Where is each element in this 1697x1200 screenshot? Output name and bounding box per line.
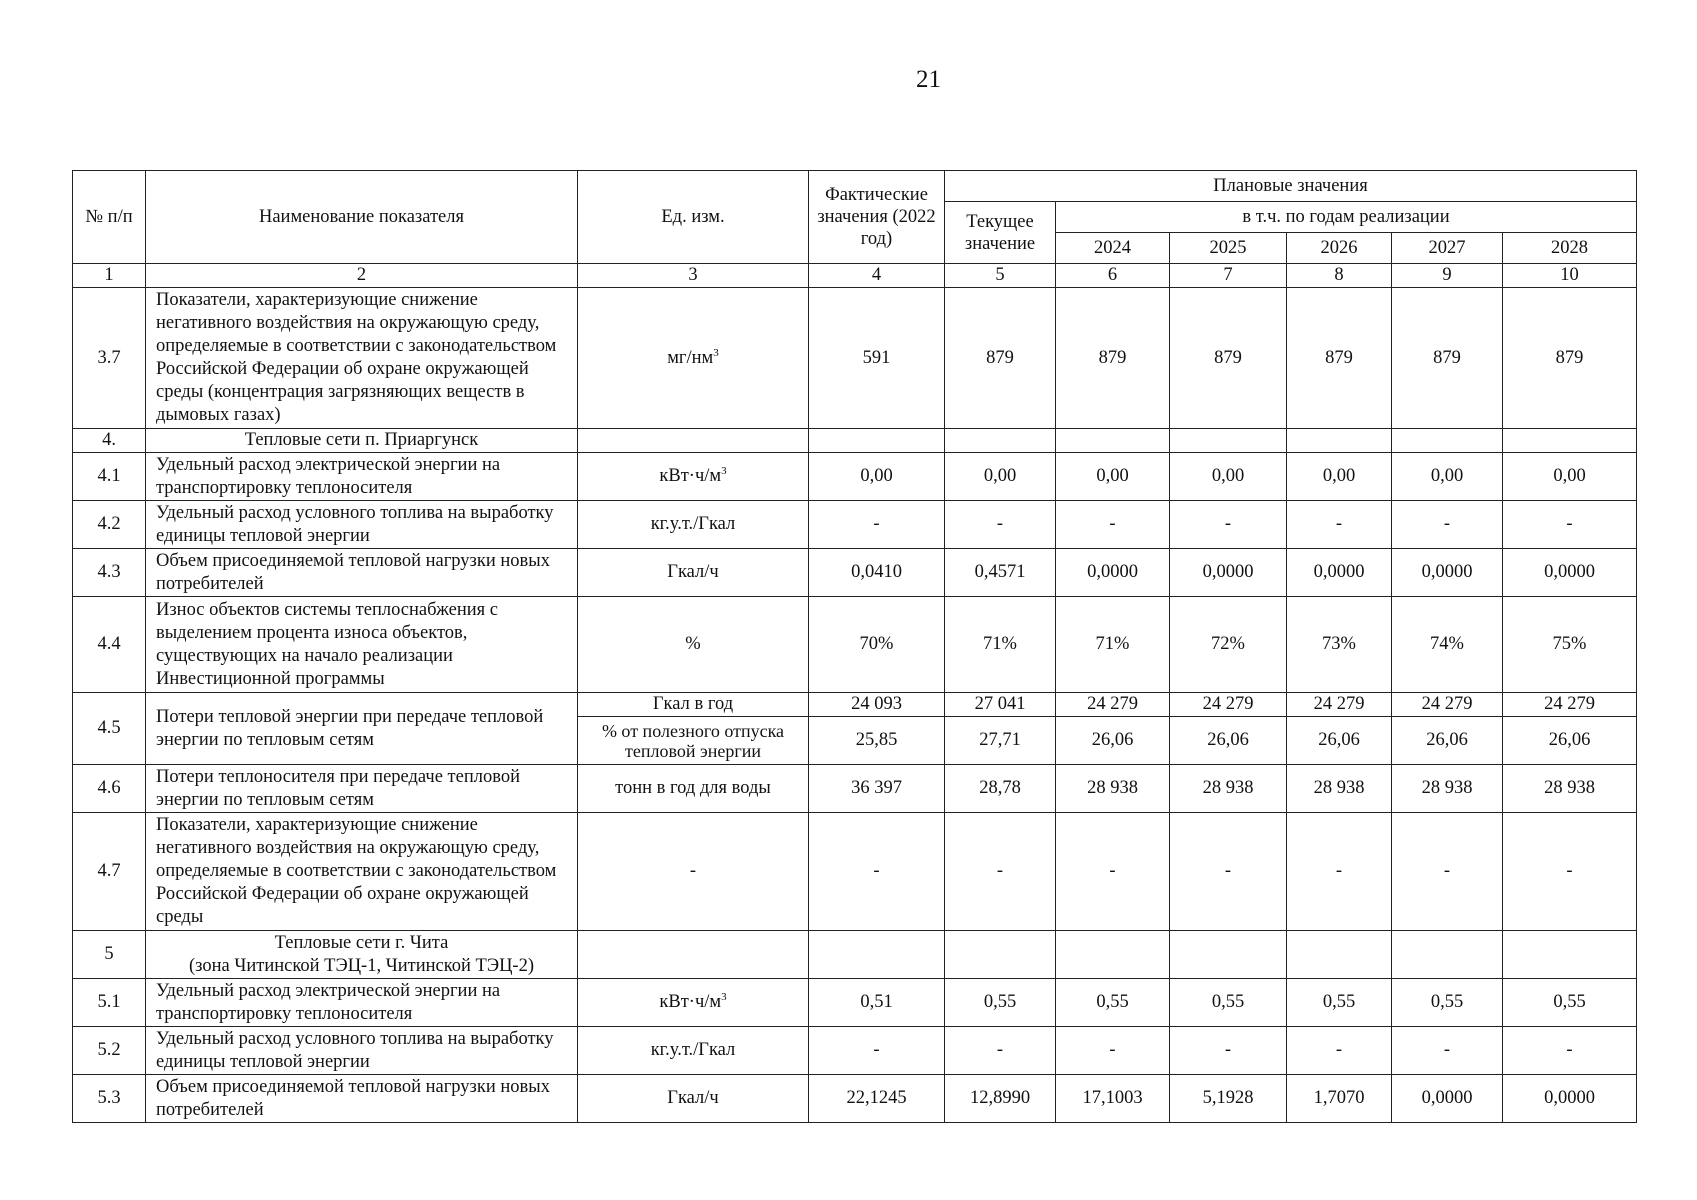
value-cell: 12,8990 <box>945 1075 1056 1123</box>
value-cell: 26,06 <box>1503 717 1637 765</box>
value-cell: 28 938 <box>1503 765 1637 813</box>
value-cell: - <box>809 501 945 549</box>
value-cell: 26,06 <box>1287 717 1392 765</box>
col-number: 5 <box>945 264 1056 288</box>
row-name: Показатели, характеризующие снижение негативного воздействия на окружающую среду, определяемые в соответствии с законодательством Российской Федерации об охране окружающей среды (концентрация загрязняющих веществ в дымовых газах) <box>146 288 578 429</box>
row-num: 5.3 <box>73 1075 146 1123</box>
unit-text: кВт·ч/м <box>659 992 722 1012</box>
row-num: 5.2 <box>73 1027 146 1075</box>
value-cell: 1,7070 <box>1287 1075 1392 1123</box>
empty-cell <box>1503 931 1637 979</box>
unit-sup: 3 <box>721 990 727 1003</box>
row-num: 4.6 <box>73 765 146 813</box>
table-row <box>73 549 1637 597</box>
value-cell: 75% <box>1503 597 1637 693</box>
row-name: Потери тепловой энергии при передаче тепловой энергии по тепловым сетям <box>146 693 578 765</box>
empty-cell <box>1392 429 1503 453</box>
row-unit <box>578 453 809 501</box>
empty-cell <box>578 429 809 453</box>
value-cell: 71% <box>945 597 1056 693</box>
value-cell: 24 279 <box>1056 693 1170 717</box>
row-name: Удельный расход условного топлива на выработку единицы тепловой энергии <box>146 1027 578 1075</box>
table-row <box>73 765 1637 813</box>
row-unit: % <box>578 597 809 693</box>
value-cell: 0,00 <box>809 453 945 501</box>
row-unit: кг.у.т./Гкал <box>578 501 809 549</box>
header-num: № п/п <box>73 171 146 264</box>
value-cell: 26,06 <box>1170 717 1287 765</box>
value-cell: 28,78 <box>945 765 1056 813</box>
page-number: 21 <box>916 66 941 93</box>
header-year: 2028 <box>1503 233 1637 264</box>
table-row <box>73 979 1637 1027</box>
header-unit: Ед. изм. <box>578 171 809 264</box>
value-cell: 26,06 <box>1056 717 1170 765</box>
header-year: 2025 <box>1170 233 1287 264</box>
indicators-table <box>72 170 1637 1123</box>
value-cell: - <box>1170 501 1287 549</box>
header-year: 2024 <box>1056 233 1170 264</box>
col-number: 7 <box>1170 264 1287 288</box>
value-cell: 0,55 <box>1287 979 1392 1027</box>
value-cell: - <box>809 1027 945 1075</box>
value-cell: 0,0000 <box>1503 549 1637 597</box>
value-cell: 0,00 <box>1503 453 1637 501</box>
row-unit: % от полезного отпуска тепловой энергии <box>578 717 809 765</box>
col-number: 9 <box>1392 264 1503 288</box>
value-cell: 27,71 <box>945 717 1056 765</box>
table-row <box>73 501 1637 549</box>
value-cell: 70% <box>809 597 945 693</box>
row-num: 5.1 <box>73 979 146 1027</box>
value-cell: 24 093 <box>809 693 945 717</box>
row-unit <box>578 979 809 1027</box>
row-num: 5 <box>73 931 146 979</box>
row-num: 4.7 <box>73 813 146 931</box>
header-planned: Плановые значения <box>945 171 1637 202</box>
row-num: 4.1 <box>73 453 146 501</box>
value-cell: 0,51 <box>809 979 945 1027</box>
row-num: 4.2 <box>73 501 146 549</box>
value-cell: - <box>1170 1027 1287 1075</box>
row-num: 4. <box>73 429 146 453</box>
empty-cell <box>945 429 1056 453</box>
section-row <box>73 429 1637 453</box>
value-cell: - <box>1503 813 1637 931</box>
empty-cell <box>1287 931 1392 979</box>
section-title <box>146 931 578 979</box>
value-cell: 28 938 <box>1392 765 1503 813</box>
row-num: 4.4 <box>73 597 146 693</box>
value-cell: - <box>1392 1027 1503 1075</box>
row-unit: тонн в год для воды <box>578 765 809 813</box>
value-cell: 879 <box>1503 288 1637 429</box>
value-cell: - <box>1056 813 1170 931</box>
value-cell: 0,55 <box>1392 979 1503 1027</box>
empty-cell <box>1170 429 1287 453</box>
unit-text: кВт·ч/м <box>659 466 722 486</box>
empty-cell <box>1392 931 1503 979</box>
empty-cell <box>809 931 945 979</box>
value-cell: 591 <box>809 288 945 429</box>
value-cell: 0,0000 <box>1392 549 1503 597</box>
value-cell: 25,85 <box>809 717 945 765</box>
row-unit: Гкал/ч <box>578 549 809 597</box>
empty-cell <box>1056 931 1170 979</box>
value-cell: 28 938 <box>1287 765 1392 813</box>
value-cell: - <box>945 501 1056 549</box>
value-cell: 0,00 <box>1287 453 1392 501</box>
empty-cell <box>1287 429 1392 453</box>
value-cell: 24 279 <box>1287 693 1392 717</box>
row-unit: - <box>578 813 809 931</box>
value-cell: - <box>1392 501 1503 549</box>
value-cell: - <box>1392 813 1503 931</box>
value-cell: 0,0000 <box>1170 549 1287 597</box>
row-num: 3.7 <box>73 288 146 429</box>
section-row <box>73 931 1637 979</box>
value-cell: - <box>1503 501 1637 549</box>
value-cell: 24 279 <box>1503 693 1637 717</box>
value-cell: 0,4571 <box>945 549 1056 597</box>
value-cell: - <box>1287 813 1392 931</box>
empty-cell <box>578 931 809 979</box>
value-cell: 0,00 <box>1170 453 1287 501</box>
header-name: Наименование показателя <box>146 171 578 264</box>
table-row <box>73 693 1637 717</box>
row-num: 4.5 <box>73 693 146 765</box>
value-cell: 17,1003 <box>1056 1075 1170 1123</box>
table-row <box>73 813 1637 931</box>
row-unit <box>578 288 809 429</box>
value-cell: 0,55 <box>1056 979 1170 1027</box>
value-cell: - <box>1503 1027 1637 1075</box>
row-name: Потери теплоносителя при передаче тепловой энергии по тепловым сетям <box>146 765 578 813</box>
header-year: 2026 <box>1287 233 1392 264</box>
value-cell: 879 <box>1170 288 1287 429</box>
value-cell: 5,1928 <box>1170 1075 1287 1123</box>
col-number: 10 <box>1503 264 1637 288</box>
empty-cell <box>945 931 1056 979</box>
empty-cell <box>1170 931 1287 979</box>
value-cell: 0,0410 <box>809 549 945 597</box>
value-cell: 36 397 <box>809 765 945 813</box>
value-cell: 0,0000 <box>1287 549 1392 597</box>
row-name: Объем присоединяемой тепловой нагрузки новых потребителей <box>146 1075 578 1123</box>
value-cell: 74% <box>1392 597 1503 693</box>
table-row <box>73 1027 1637 1075</box>
empty-cell <box>1503 429 1637 453</box>
value-cell: - <box>809 813 945 931</box>
value-cell: 0,55 <box>1503 979 1637 1027</box>
value-cell: 0,0000 <box>1056 549 1170 597</box>
row-num: 4.3 <box>73 549 146 597</box>
col-number: 6 <box>1056 264 1170 288</box>
unit-text: мг/нм <box>667 347 714 368</box>
value-cell: 0,0000 <box>1503 1075 1637 1123</box>
value-cell: 879 <box>1392 288 1503 429</box>
col-number: 8 <box>1287 264 1392 288</box>
row-name: Объем присоединяемой тепловой нагрузки новых потребителей <box>146 549 578 597</box>
value-cell: 0,55 <box>945 979 1056 1027</box>
table-row <box>73 1075 1637 1123</box>
col-number: 2 <box>146 264 578 288</box>
value-cell: 0,00 <box>1392 453 1503 501</box>
unit-sup: 3 <box>713 346 719 359</box>
row-unit: Гкал в год <box>578 693 809 717</box>
value-cell: - <box>945 813 1056 931</box>
table-row <box>73 453 1637 501</box>
table-row <box>73 597 1637 693</box>
section-title-line: (зона Читинской ТЭЦ-1, Читинской ТЭЦ-2) <box>188 955 534 976</box>
row-name: Износ объектов системы теплоснабжения с выделением процента износа объектов, существующих на начало реализации Инвестиционной программы <box>146 597 578 693</box>
value-cell: 0,00 <box>1056 453 1170 501</box>
section-title-line: Тепловые сети г. Чита <box>274 932 449 953</box>
header-current: Текущее значение <box>945 202 1056 264</box>
value-cell: - <box>1056 501 1170 549</box>
value-cell: 71% <box>1056 597 1170 693</box>
value-cell: 879 <box>1287 288 1392 429</box>
row-name: Удельный расход электрической энергии на транспортировку теплоносителя <box>146 453 578 501</box>
value-cell: 27 041 <box>945 693 1056 717</box>
value-cell: 24 279 <box>1170 693 1287 717</box>
value-cell: 28 938 <box>1056 765 1170 813</box>
header-by-years: в т.ч. по годам реализации <box>1056 202 1637 233</box>
row-name: Показатели, характеризующие снижение негативного воздействия на окружающую среду, определяемые в соответствии с законодательством Российской Федерации об охране окружающей среды <box>146 813 578 931</box>
header-fact: Фактические значения (2022 год) <box>809 171 945 264</box>
value-cell: - <box>1287 1027 1392 1075</box>
col-number: 3 <box>578 264 809 288</box>
value-cell: 0,0000 <box>1392 1075 1503 1123</box>
col-number: 4 <box>809 264 945 288</box>
value-cell: - <box>1287 501 1392 549</box>
value-cell: 0,00 <box>945 453 1056 501</box>
value-cell: 73% <box>1287 597 1392 693</box>
col-number: 1 <box>73 264 146 288</box>
value-cell: 24 279 <box>1392 693 1503 717</box>
row-unit: Гкал/ч <box>578 1075 809 1123</box>
unit-sup: 3 <box>721 464 727 477</box>
value-cell: 0,55 <box>1170 979 1287 1027</box>
value-cell: 72% <box>1170 597 1287 693</box>
value-cell: 879 <box>945 288 1056 429</box>
row-unit: кг.у.т./Гкал <box>578 1027 809 1075</box>
value-cell: 879 <box>1056 288 1170 429</box>
value-cell: - <box>1056 1027 1170 1075</box>
table-row <box>73 288 1637 429</box>
value-cell: 28 938 <box>1170 765 1287 813</box>
value-cell: 26,06 <box>1392 717 1503 765</box>
row-name: Удельный расход условного топлива на выработку единицы тепловой энергии <box>146 501 578 549</box>
value-cell: - <box>1170 813 1287 931</box>
row-name: Удельный расход электрической энергии на транспортировку теплоносителя <box>146 979 578 1027</box>
section-title: Тепловые сети п. Приаргунск <box>146 429 578 453</box>
value-cell: - <box>945 1027 1056 1075</box>
value-cell: 22,1245 <box>809 1075 945 1123</box>
empty-cell <box>809 429 945 453</box>
header-year: 2027 <box>1392 233 1503 264</box>
empty-cell <box>1056 429 1170 453</box>
